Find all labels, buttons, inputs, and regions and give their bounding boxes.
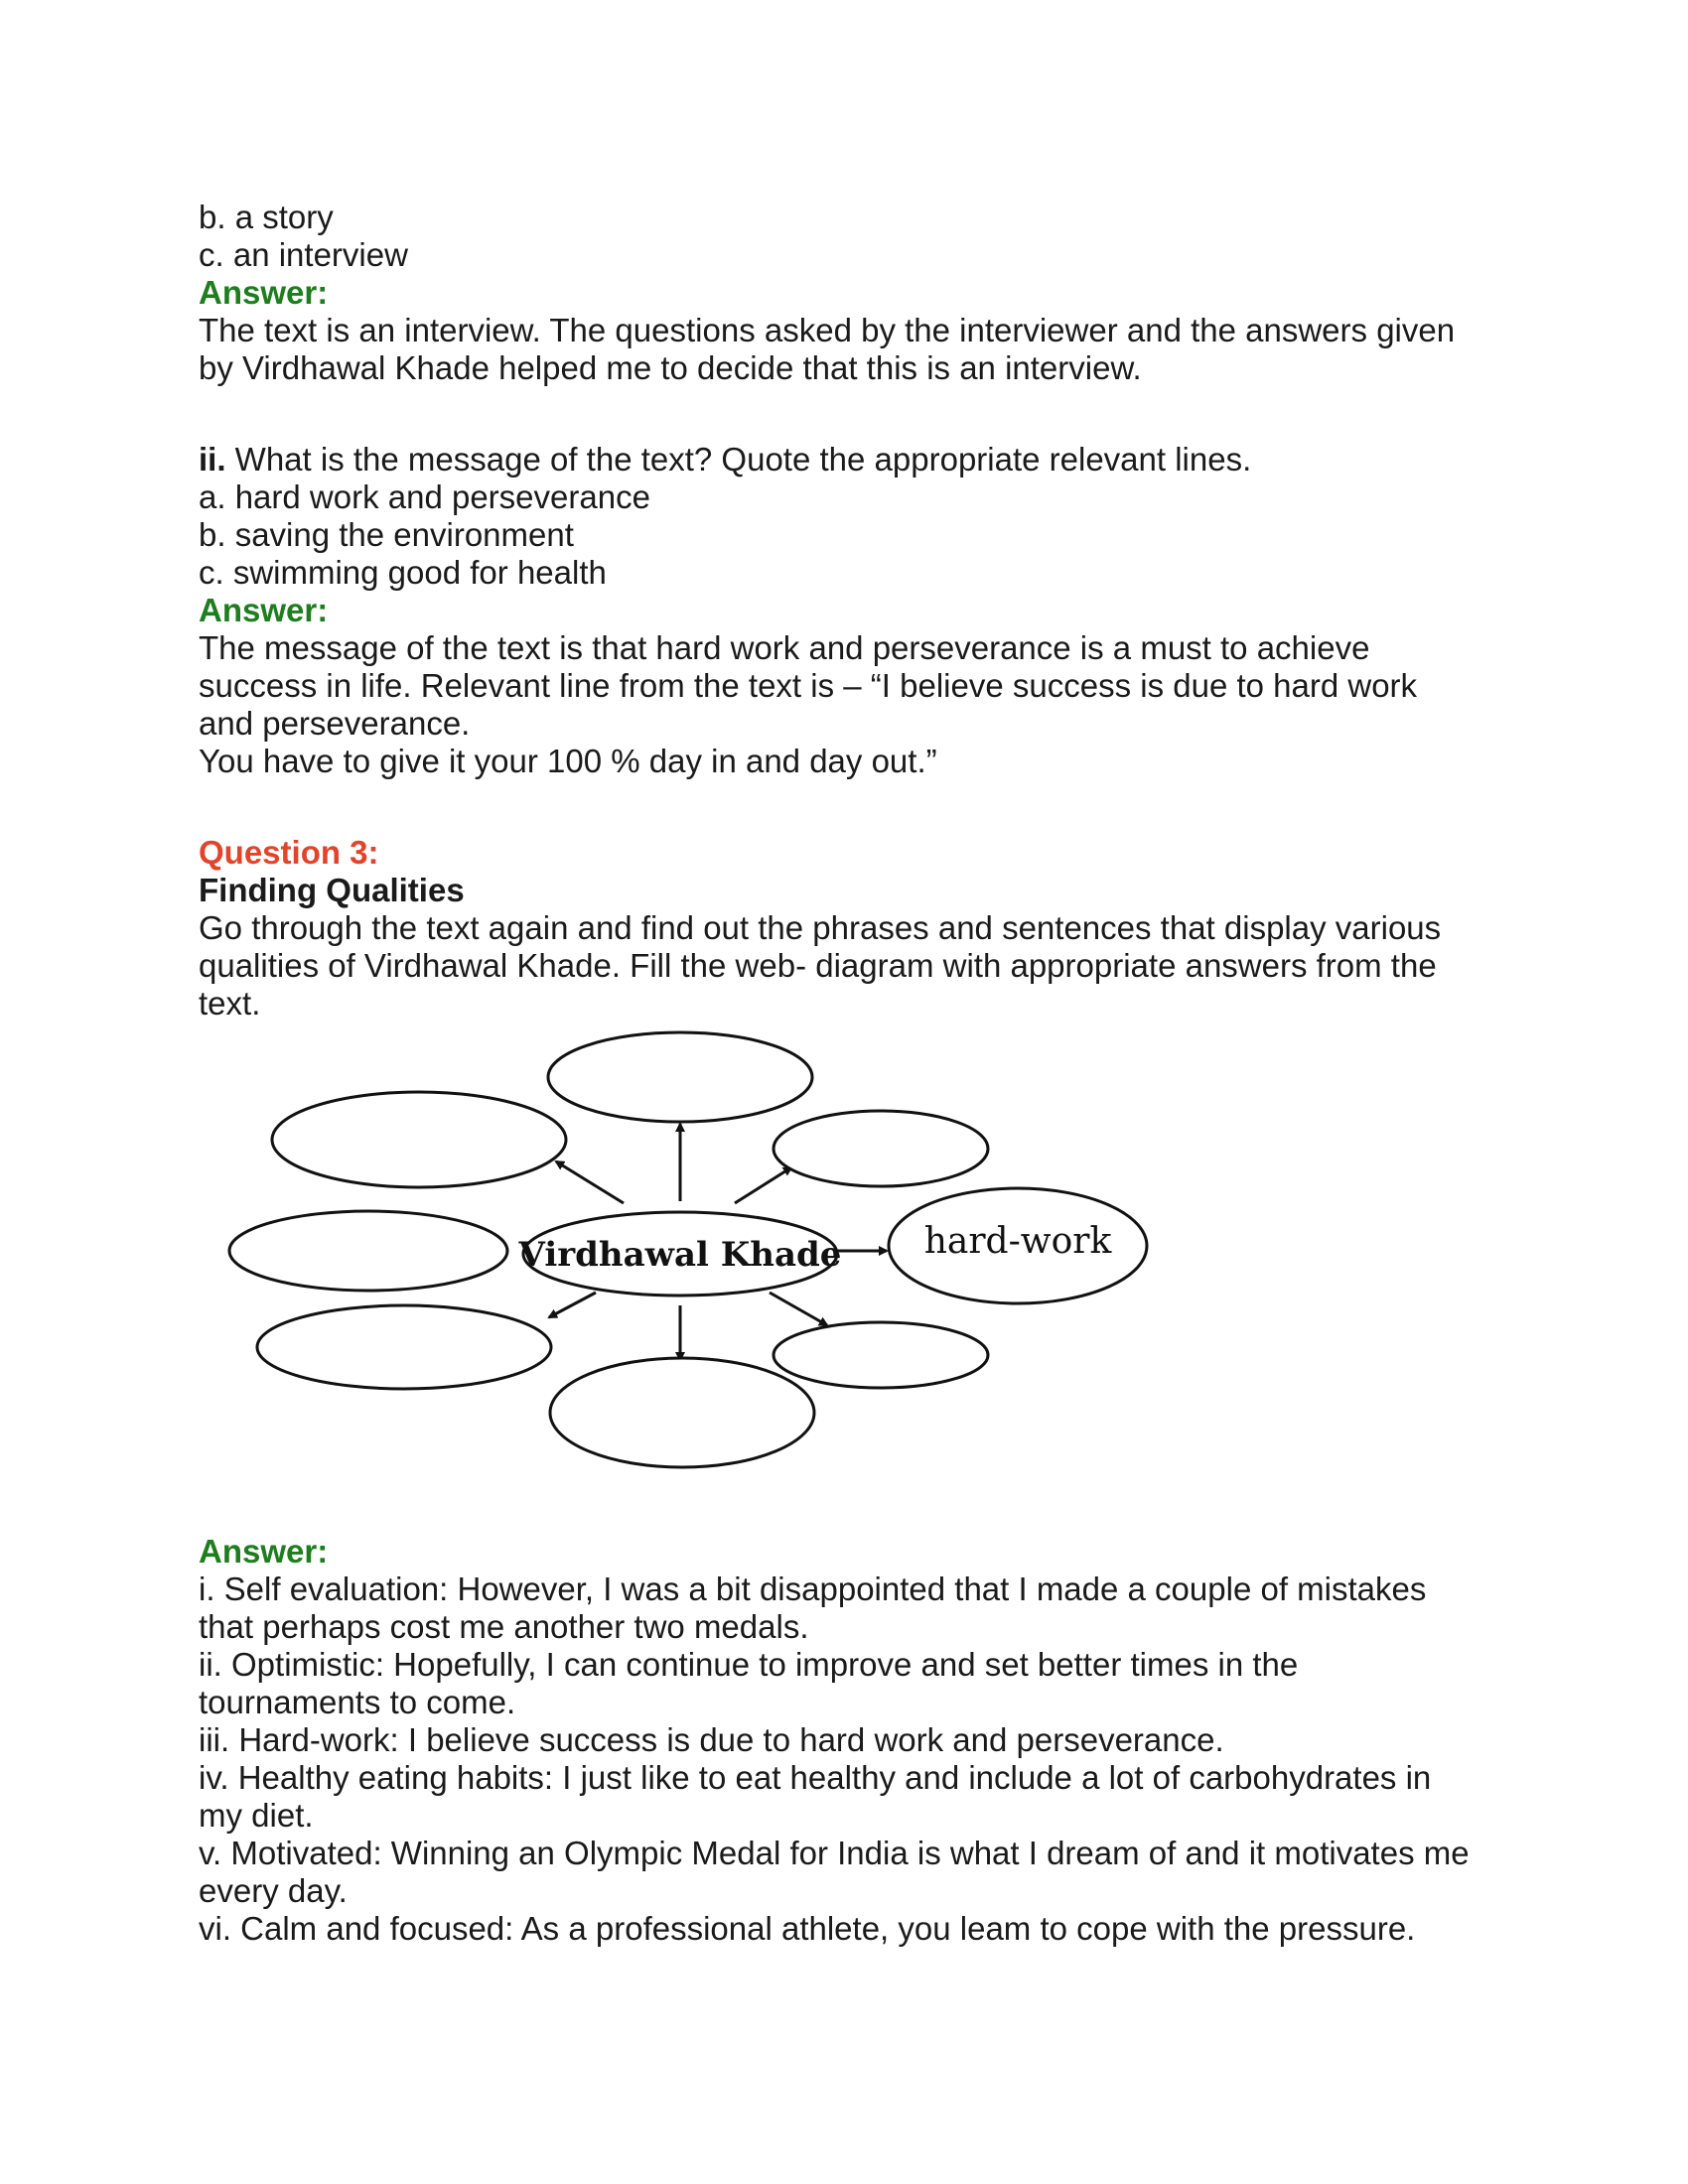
quality-bubble-lower-left: [257, 1305, 551, 1389]
option-c: c. an interview: [199, 236, 408, 273]
answer-line: tournaments to come.: [199, 1684, 516, 1720]
instruction-line: Go through the text again and find out the phrases and sentences that display various: [199, 909, 1442, 946]
answer-line: iii. Hard-work: I believe success is due to hard work and perseverance.: [199, 1721, 1224, 1758]
answer-line: that perhaps cost me another two medals.: [199, 1608, 809, 1645]
answer-line: vi. Calm and focused: As a professional athlete, you leam to cope with the pressure.: [199, 1910, 1416, 1947]
answer-line: success in life. Relevant line from the text is – “I believe success is due to hard work: [199, 667, 1418, 704]
option-c: c. swimming good for health: [199, 554, 607, 591]
question-heading: Question 3:: [199, 834, 379, 871]
answer-line: by Virdhawal Khade helped me to decide that this is an interview.: [199, 349, 1142, 386]
quality-bubble-top: [548, 1032, 812, 1122]
filled-quality-label: hard-work: [923, 1221, 1112, 1262]
arrow-upper-left: [556, 1161, 624, 1203]
option-a: a. hard work and perseverance: [199, 478, 650, 515]
answer-label: Answer:: [199, 592, 329, 628]
answer-line: iv. Healthy eating habits: I just like to eat healthy and include a lot of carbohydrates in: [199, 1759, 1432, 1796]
arrow-lower-left: [549, 1293, 596, 1317]
quality-bubble-lower-right: [774, 1322, 988, 1388]
question-ii: [199, 441, 1251, 478]
answer-line: my diet.: [199, 1797, 314, 1834]
question-subheading: Finding Qualities: [199, 872, 465, 908]
center-label: Virdhawal Khade: [518, 1235, 842, 1275]
answer-line: The message of the text is that hard work and perseverance is a must to achieve: [199, 629, 1370, 666]
answer-line: every day.: [199, 1872, 348, 1909]
answer-line: ii. Optimistic: Hopefully, I can continue to improve and set better times in the: [199, 1646, 1299, 1683]
answer-line: and perseverance.: [199, 705, 471, 742]
web-diagram: [223, 1023, 1177, 1479]
answer-label: Answer:: [199, 1533, 329, 1570]
arrow-lower-right: [770, 1293, 827, 1325]
option-b: b. a story: [199, 199, 334, 235]
option-b: b. saving the environment: [199, 516, 574, 553]
quality-bubble-upper-left: [272, 1092, 566, 1187]
quality-bubble-bottom: [550, 1358, 814, 1467]
question-number: ii.: [199, 441, 226, 478]
instruction-line: qualities of Virdhawal Khade. Fill the web- diagram with appropriate answers from the: [199, 947, 1437, 984]
instruction-line: text.: [199, 985, 261, 1022]
answer-line: v. Motivated: Winning an Olympic Medal for India is what I dream of and it motivates me: [199, 1835, 1470, 1871]
quality-bubble-upper-right: [774, 1111, 988, 1186]
question-text: What is the message of the text? Quote the appropriate relevant lines.: [225, 441, 1252, 478]
answer-line: The text is an interview. The questions asked by the interviewer and the answers given: [199, 312, 1456, 348]
answer-line: i. Self evaluation: However, I was a bit disappointed that I made a couple of mistakes: [199, 1570, 1427, 1607]
answer-line: You have to give it your 100 % day in and day out.”: [199, 743, 937, 779]
arrow-upper-right: [735, 1167, 791, 1203]
answer-label: Answer:: [199, 274, 329, 311]
quality-bubble-left: [229, 1211, 507, 1291]
